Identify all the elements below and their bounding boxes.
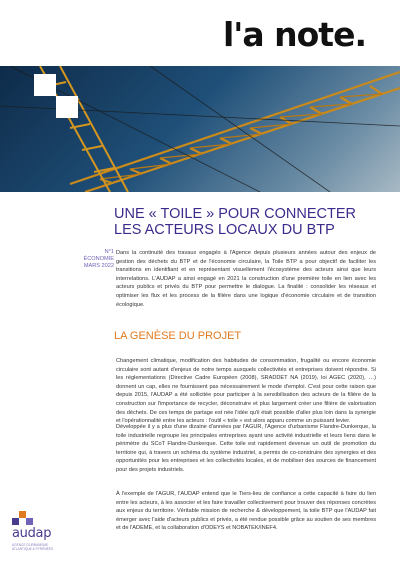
section-heading: LA GENÈSE DU PROJET	[114, 330, 242, 342]
body-paragraph-1: Changement climatique, modification des habitudes de consommation, frugalité ou encore économie circulaire sont autant d'enjeux de notre temps auxquels collectivités et entreprises doivent répondre. Si les réglementations (Directive Cadre Européen (2008), SRADDET NA (2019), loi AGEC (2020), …) donnent un cap, elles ne fournissent pas nécessairement le mode d'emploi. C'est pour cette raison que depuis 2015, l'AUDAP a été sollicitée pour participer à la sensibilisation des acteurs de la filière de la construction sur l'importance de recycler, déconstruire et plus largement créer une filière de valorisation des déchets. De ces temps de partage est née l'idée qu'il était possible d'aller plus loin dans la synergie et l'opérationnalité entre les acteurs : l'outil « toile » est alors apparu comme un puissant levier.	[116, 358, 376, 425]
audap-tagline-line-1: AGENCE D'URBANISME	[12, 543, 49, 547]
body-paragraph-3: À l'exemple de l'AGUR, l'AUDAP entend que le Tiers-lieu de confiance a cette capacité à faire du lien entre les acteurs, à les associer et les faire travailler collectivement pour trouver des réponses concrètes aux enjeux du territoire. Véritable mission de recherche & développement, la toile BTP que l'AUDAP fait émerger avec l'aide d'acteurs publics et privés, a été rendue possible grâce au soutien de ses membres et de l'ADEME, et la collaboration d'ODEYS et NOBATEK/INEF4.	[116, 491, 376, 532]
issue-category: ÉCONOMIE	[83, 256, 114, 262]
body-paragraph-2: Développée il y a plus d'une dizaine d'années par l'AGUR, l'Agence d'urbanisme Flandre-Dunkerque, la toile industrielle regroupe les principales entreprises ayant une activité industrielle et leurs liens dans le périmètre du SCoT Flandre-Dunkerque. Cette toile est rapidement devenue un outil de promotion du territoire qui, à travers un schéma du système industriel, a permis de co-construire des synergies et des opportunités pour les entreprises et les collectivités locales, et de mobiliser des sources de financement pour des projets industriels.	[116, 424, 376, 473]
issue-number: N°1	[104, 249, 114, 255]
audap-logo-wordmark: audap	[12, 526, 52, 541]
audap-tagline-line-2: ATLANTIQUE & PYRÉNÉES	[12, 547, 54, 551]
article-title	[114, 206, 374, 238]
article-title-line-1: UNE « TOILE » POUR CONNECTER	[114, 206, 356, 222]
audap-logo-tagline	[12, 543, 72, 551]
issue-meta	[74, 249, 114, 270]
audap-logo-mark-icon	[12, 510, 34, 526]
intro-paragraph: Dans la continuité des travaux engagés à l'Agence depuis plusieurs années autour des enjeux de gestion des déchets du BTP et de l'économie circulaire, la Toile BTP a pour objectif de faciliter les transitions en identifiant et en représentant visuellement l'écosystème des acteurs ainsi que leurs interrelations. L'AUDAP a ainsi engagé en 2021 la construction d'une première toile en lien avec les acteurs publics et privés du BTP pour permettre le dialogue. La finalité : consolider les réseaux et optimiser les flux et les process de la filière dans une logique d'économie circulaire et de transition écologique.	[116, 250, 376, 308]
publication-brand: l'a note.	[222, 15, 366, 54]
issue-date: MARS 2022	[83, 263, 114, 269]
article-title-line-2: LES ACTEURS LOCAUX DU BTP	[114, 222, 335, 238]
audap-logo	[8, 510, 78, 560]
note-logo-mark	[34, 74, 82, 122]
